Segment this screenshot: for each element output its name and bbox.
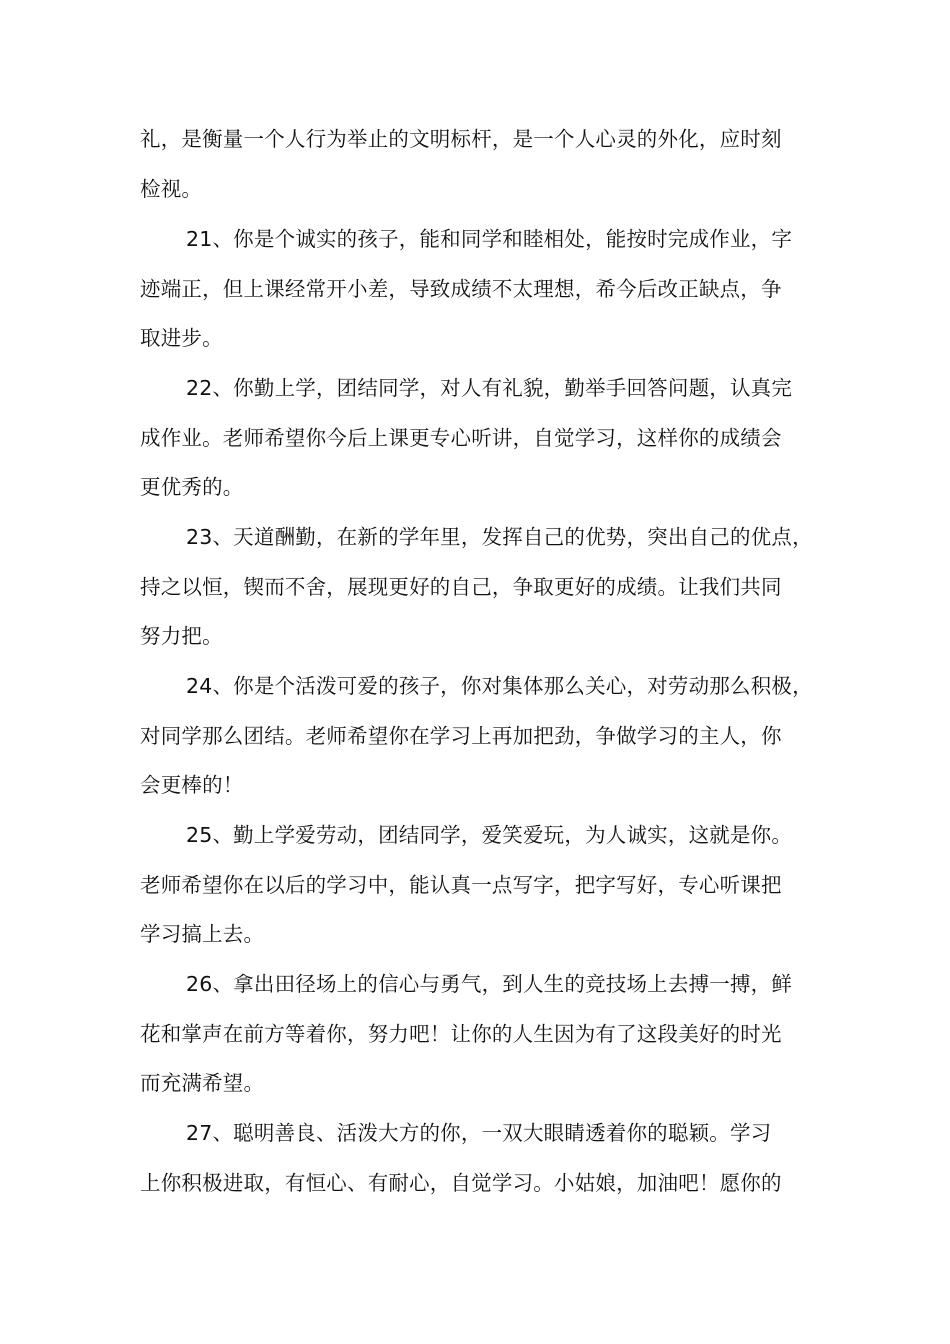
- text-line: 迹端正，但上课经常开小差，导致成绩不太理想，希今后改正缺点，争: [140, 277, 782, 301]
- text-line: 上你积极进取，有恒心、有耐心，自觉学习。小姑娘，加油吧！愿你的: [140, 1171, 782, 1195]
- text-line: 老师希望你在以后的学习中，能认真一点写字，把字写好，专心听课把: [140, 873, 782, 897]
- paragraph-25-line: 25、勤上学爱劳动，团结同学，爱笑爱玩，为人诚实，这就是你。: [186, 823, 793, 847]
- paragraph-24-line: 24、你是个活泼可爱的孩子，你对集体那么关心，对劳动那么积极，: [186, 674, 813, 698]
- text-line: 学习搞上去。: [140, 922, 265, 946]
- text-line: 成作业。老师希望你今后上课更专心听讲，自觉学习，这样你的成绩会: [140, 426, 782, 450]
- text-line: 努力把。: [140, 624, 223, 648]
- text-line: 持之以恒，锲而不舍，展现更好的自己，争取更好的成绩。让我们共同: [140, 575, 782, 599]
- paragraph-22-line: 22、你勤上学，团结同学，对人有礼貌，勤举手回答问题，认真完: [186, 376, 793, 400]
- text-line: 取进步。: [140, 326, 223, 350]
- paragraph-27-line: 27、聪明善良、活泼大方的你，一双大眼睛透着你的聪颖。学习: [186, 1121, 772, 1145]
- text-line: 检视。: [140, 177, 203, 201]
- text-line: 花和掌声在前方等着你，努力吧！让你的人生因为有了这段美好的时光: [140, 1022, 782, 1046]
- text-line: 对同学那么团结。老师希望你在学习上再加把劲，争做学习的主人，你: [140, 724, 782, 748]
- paragraph-21-line: 21、你是个诚实的孩子，能和同学和睦相处，能按时完成作业，字: [186, 227, 793, 251]
- text-line: 会更棒的！: [140, 773, 244, 797]
- text-line: 而充满希望。: [140, 1071, 265, 1095]
- paragraph-23-line: 23、天道酬勤，在新的学年里，发挥自己的优势，突出自己的优点，: [186, 525, 813, 549]
- text-line: 更优秀的。: [140, 475, 244, 499]
- text-line: 礼，是衡量一个人行为举止的文明标杆，是一个人心灵的外化，应时刻: [140, 127, 782, 151]
- paragraph-26-line: 26、拿出田径场上的信心与勇气，到人生的竞技场上去搏一搏，鲜: [186, 972, 793, 996]
